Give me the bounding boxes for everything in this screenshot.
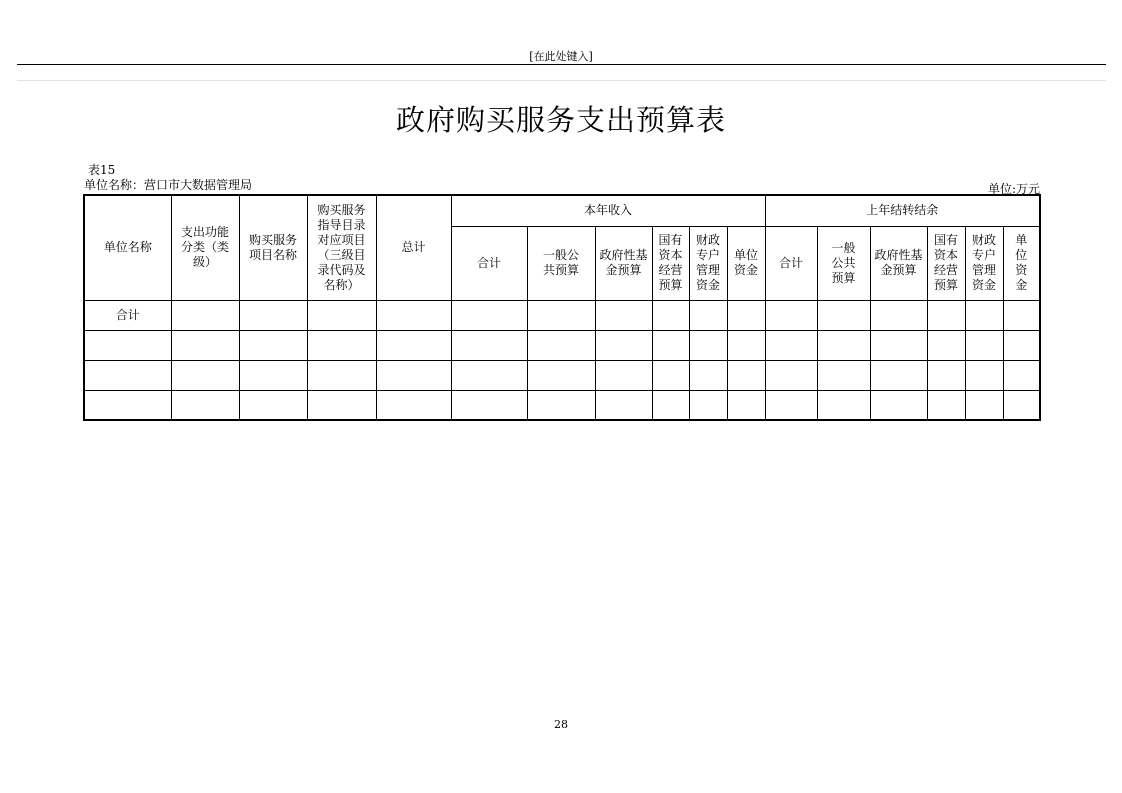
table-row xyxy=(84,390,1040,420)
table-cell[interactable] xyxy=(817,390,870,420)
table-number: 表15 xyxy=(88,163,116,177)
table-row xyxy=(84,360,1040,390)
page-header-placeholder[interactable]: [在此处键入] xyxy=(529,50,593,63)
table-cell[interactable] xyxy=(239,360,307,390)
table-cell[interactable] xyxy=(927,390,965,420)
header-current-total: 合计 xyxy=(451,226,527,300)
table-cell[interactable] xyxy=(727,360,765,390)
header-last-special-account: 财政专户管理资金 xyxy=(965,226,1003,300)
table-body xyxy=(84,300,1040,420)
table-cell[interactable] xyxy=(817,360,870,390)
header-rule-light xyxy=(17,80,1106,81)
table-cell[interactable] xyxy=(451,330,527,360)
header-current-state-capital: 国有资本经营预算 xyxy=(652,226,689,300)
table-cell[interactable] xyxy=(376,300,451,330)
table-cell[interactable] xyxy=(727,300,765,330)
page-number: 28 xyxy=(554,718,568,731)
header-last-state-capital: 国有资本经营预算 xyxy=(927,226,965,300)
table-cell[interactable] xyxy=(870,330,927,360)
table-cell[interactable] xyxy=(171,330,239,360)
table-cell[interactable] xyxy=(84,360,171,390)
header-last-fund-budget: 政府性基金预算 xyxy=(870,226,927,300)
table-cell[interactable] xyxy=(965,360,1003,390)
table-cell[interactable] xyxy=(307,300,376,330)
table-cell[interactable] xyxy=(451,360,527,390)
table-cell[interactable] xyxy=(171,390,239,420)
table-cell[interactable] xyxy=(689,300,727,330)
table-cell[interactable] xyxy=(1003,300,1040,330)
table-cell[interactable]: 合计 xyxy=(84,300,171,330)
document-title: 政府购买服务支出预算表 xyxy=(395,103,726,137)
table-cell[interactable] xyxy=(527,360,595,390)
table-cell[interactable] xyxy=(239,300,307,330)
table-cell[interactable] xyxy=(689,390,727,420)
table-cell[interactable] xyxy=(171,300,239,330)
table-cell[interactable] xyxy=(595,390,652,420)
table-cell[interactable] xyxy=(652,330,689,360)
header-current-fund-budget: 政府性基金预算 xyxy=(595,226,652,300)
table-cell[interactable] xyxy=(870,390,927,420)
table-cell[interactable] xyxy=(376,360,451,390)
table-cell[interactable] xyxy=(765,330,817,360)
table-cell[interactable] xyxy=(870,300,927,330)
table-cell[interactable] xyxy=(451,390,527,420)
table-cell[interactable] xyxy=(376,390,451,420)
table-cell[interactable] xyxy=(652,300,689,330)
table-cell[interactable] xyxy=(595,330,652,360)
table-row xyxy=(84,300,1040,330)
table-cell[interactable] xyxy=(307,390,376,420)
table-cell[interactable] xyxy=(527,390,595,420)
unit-name-line: 单位名称：营口市大数据管理局 xyxy=(84,178,253,192)
table-cell[interactable] xyxy=(84,330,171,360)
table-cell[interactable] xyxy=(451,300,527,330)
table-cell[interactable] xyxy=(171,360,239,390)
header-catalog-item: 购买服务指导目录对应项目（三级目录代码及名称） xyxy=(307,195,376,300)
header-unit-name: 单位名称 xyxy=(84,195,171,300)
table-cell[interactable] xyxy=(965,390,1003,420)
table-cell[interactable] xyxy=(1003,330,1040,360)
table-cell[interactable] xyxy=(84,390,171,420)
table-cell[interactable] xyxy=(307,330,376,360)
header-last-general-budget: 一般公共预算 xyxy=(817,226,870,300)
table-cell[interactable] xyxy=(727,390,765,420)
header-total: 总计 xyxy=(376,195,451,300)
table-cell[interactable] xyxy=(765,300,817,330)
table-cell[interactable] xyxy=(927,330,965,360)
header-last-unit-funds: 单位资金 xyxy=(1003,226,1040,300)
table-cell[interactable] xyxy=(689,360,727,390)
table-cell[interactable] xyxy=(527,300,595,330)
table-cell[interactable] xyxy=(927,360,965,390)
table-cell[interactable] xyxy=(965,300,1003,330)
table-cell[interactable] xyxy=(239,390,307,420)
table-cell[interactable] xyxy=(689,330,727,360)
header-rule xyxy=(17,64,1106,65)
currency-unit-label: 单位:万元 xyxy=(987,182,1040,196)
table-cell[interactable] xyxy=(1003,360,1040,390)
table-cell[interactable] xyxy=(870,360,927,390)
table-cell[interactable] xyxy=(595,360,652,390)
table-cell[interactable] xyxy=(927,300,965,330)
table-cell[interactable] xyxy=(1003,390,1040,420)
table-cell[interactable] xyxy=(652,360,689,390)
table-cell[interactable] xyxy=(765,390,817,420)
table-cell[interactable] xyxy=(652,390,689,420)
table-cell[interactable] xyxy=(727,330,765,360)
header-service-item: 购买服务项目名称 xyxy=(239,195,307,300)
table-cell[interactable] xyxy=(239,330,307,360)
table-cell[interactable] xyxy=(817,330,870,360)
header-current-unit-funds: 单位资金 xyxy=(727,226,765,300)
table-cell[interactable] xyxy=(817,300,870,330)
header-current-general-budget: 一般公共预算 xyxy=(527,226,595,300)
table-cell[interactable] xyxy=(307,360,376,390)
table-cell[interactable] xyxy=(376,330,451,360)
header-last-total: 合计 xyxy=(765,226,817,300)
header-function-class: 支出功能分类（类级） xyxy=(171,195,239,300)
header-current-special-account: 财政专户管理资金 xyxy=(689,226,727,300)
table-cell[interactable] xyxy=(965,330,1003,360)
table-cell[interactable] xyxy=(595,300,652,330)
table-row xyxy=(84,330,1040,360)
header-group-last-year: 上年结转结余 xyxy=(765,195,1040,226)
header-group-current-year: 本年收入 xyxy=(451,195,765,226)
table-cell[interactable] xyxy=(527,330,595,360)
budget-table xyxy=(83,194,1041,421)
table-cell[interactable] xyxy=(765,360,817,390)
